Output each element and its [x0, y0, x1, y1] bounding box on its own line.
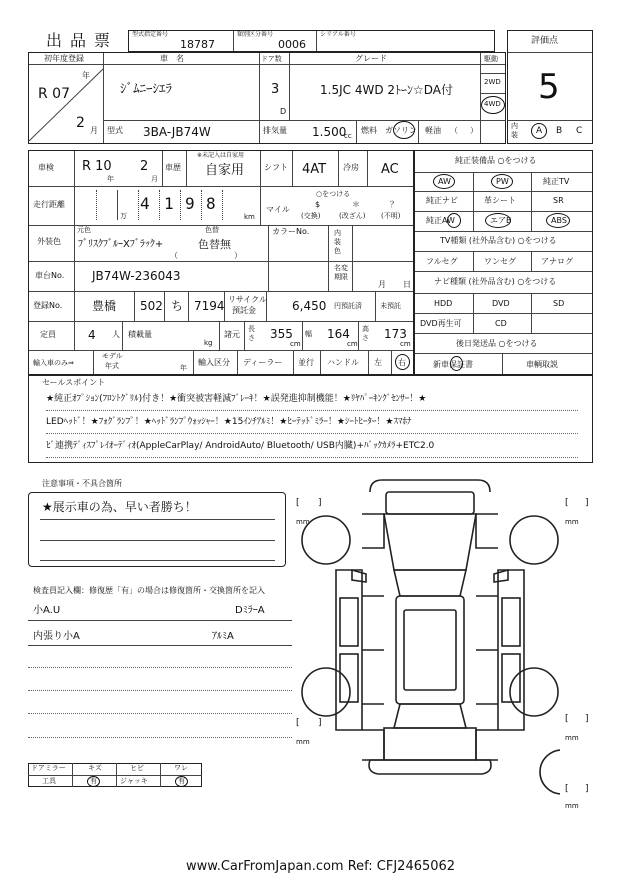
genuine-equipment-title: 純正装備品 ○をつける: [455, 156, 537, 165]
reg-kana: ち: [171, 299, 184, 313]
roof: [396, 596, 464, 704]
equip-airbag: エアB: [490, 216, 512, 225]
grade-label: グレード: [355, 54, 387, 63]
capacity-unit: 人: [112, 330, 120, 339]
recycle-label-2: 預託金: [232, 306, 256, 315]
door-type: D: [280, 107, 287, 116]
sales-line-1: ★純正ｵﾌﾟｼｮﾝ(ﾌﾛﾝﾄｸﾞﾘﾙ)付き！★衝突被害軽減ﾌﾞﾚｰｷ！★誤発進抑制機能！★ﾘﾔﾊﾟｰｷﾝｸﾞｾﾝｻｰ！★: [46, 394, 427, 404]
back-door: [384, 728, 476, 760]
length-label: 長さ: [248, 325, 255, 342]
shift-label: シフト: [264, 163, 288, 172]
equip-airbag-mark: [485, 213, 511, 228]
inspection-era: R 10: [82, 159, 112, 174]
tv-analog: アナログ: [541, 257, 573, 266]
tire-bracket-rear-right-close: ]: [585, 714, 589, 724]
tire-spare-unit: mm: [565, 802, 579, 810]
interior-grade-a: A: [536, 126, 543, 136]
mile-unknown-symbol: ？: [390, 200, 398, 209]
name-change-label: 名変期限: [334, 264, 348, 281]
tire-bracket-front-right-close: ]: [585, 498, 589, 508]
rear-left-fender: [362, 730, 384, 760]
equip-abs: ABS: [551, 216, 567, 225]
first-reg-year: R 07: [38, 86, 70, 102]
mileage-km-unit: km: [244, 213, 255, 221]
original-color-label: 元色: [77, 226, 91, 234]
import-dealer: ディーラー: [243, 358, 283, 367]
load-unit: kg: [204, 339, 213, 347]
inspection-month: 2: [140, 159, 149, 174]
front-grille: [386, 492, 474, 514]
color-change-label: 色替: [205, 226, 219, 234]
interior-grade-c: C: [576, 126, 583, 136]
doors-value: 3: [271, 82, 280, 97]
front-left-wheel: [302, 516, 350, 564]
first-reg-label: 初年度登録: [44, 54, 84, 63]
navi-sd: SD: [553, 299, 565, 308]
equip-genuine-tv: 純正TV: [543, 177, 570, 186]
drive-2wd: 2WD: [484, 78, 501, 86]
left-body-side: [336, 570, 362, 730]
rear-right-fender: [476, 730, 498, 760]
navi-cd: CD: [495, 319, 507, 328]
width-value: 164: [327, 327, 350, 341]
mile-unknown-text: (不明): [381, 212, 401, 220]
score-label: 評価点: [531, 36, 559, 46]
later-warranty-mark: [450, 356, 463, 371]
original-color-value: ﾌﾞﾘｽｸﾌﾞﾙｰXﾌﾞﾗｯｸ+: [78, 239, 164, 250]
model-code: 3BA-JB74W: [143, 125, 211, 139]
reg-class: 502: [140, 299, 163, 313]
model-label: 型式: [107, 126, 123, 135]
drive-4wd-mark: [481, 96, 505, 114]
inspector-note-2a: 内張り小A: [33, 631, 80, 642]
model-cert-label: 型式指定番号: [132, 31, 169, 38]
month-unit: 月: [90, 126, 98, 135]
car-name-value: ｼﾞﾑﾆｰｼｴﾗ: [120, 82, 172, 97]
navi-hdd: HDD: [434, 299, 453, 308]
hood: [384, 514, 476, 570]
sales-points-label: セールスポイント: [42, 378, 106, 387]
handle-right-mark: [395, 354, 410, 370]
sheet-title: 出品票: [46, 31, 119, 50]
interior-grade-a-mark: [531, 123, 547, 139]
color-label: 外装色: [37, 237, 61, 246]
equip-abs-mark: [546, 213, 570, 228]
fuel-label: 燃料: [361, 126, 377, 135]
front-right-wheel: [510, 516, 558, 564]
legend-jack-value: 有: [178, 777, 185, 785]
shift-value: 4AT: [302, 162, 327, 177]
mileage-digit-6: 8: [206, 194, 216, 213]
tire-bracket-rear-right-open: [: [565, 714, 569, 724]
tv-oneseg: ワンセグ: [484, 257, 516, 266]
vin-value: JB74W-236043: [92, 269, 181, 283]
tire-rear-left-unit: mm: [296, 738, 310, 746]
rear-window: [394, 704, 466, 728]
equip-pw: PW: [496, 177, 509, 186]
height-label: 高さ: [362, 325, 369, 342]
mile-tampered-text: (改ざん): [339, 212, 366, 220]
equip-aw: AW: [438, 177, 451, 186]
color-code-label: カラーNo.: [272, 227, 310, 236]
vin-label: 車台No.: [35, 271, 65, 280]
legend-crack: ヒビ: [130, 764, 144, 772]
front-right-fender: [476, 514, 498, 548]
left-rear-quarter: [340, 654, 358, 702]
tire-front-right-unit: mm: [565, 518, 579, 526]
vehicle-diagram: [300, 470, 560, 815]
model-cert-value: 18787: [180, 38, 215, 51]
displacement-unit: cc: [344, 132, 352, 140]
name-change-day: 日: [403, 280, 411, 289]
tv-fullseg: フルセグ: [426, 257, 458, 266]
displacement-label: 排気量: [263, 126, 287, 135]
drive-4wd: 4WD: [484, 100, 501, 108]
mileage-digit-3: 4: [140, 194, 150, 213]
sales-line-3: ﾋﾞ連携ﾃﾞｨｽﾌﾟﾚｲｵｰﾃﾞｨｵ(AppleCarPlay/ AndroidAuto/ Bluetooth/ USB内臓)+ﾊﾞｯｸｶﾒﾗ+ETC2.0: [46, 441, 435, 451]
fuel-other-open: （: [450, 126, 458, 135]
model-year-unit: 年: [180, 364, 187, 372]
caution-label: 注意事項・不具合箇所: [42, 479, 122, 488]
fuel-gasoline: ガソリン: [385, 126, 417, 135]
mile-exchange-symbol: $: [315, 200, 321, 209]
name-change-month: 月: [378, 280, 386, 289]
model-year-label-1: モデル: [102, 352, 123, 360]
usage-value: 自家用: [205, 163, 245, 178]
recycle-label-1: リサイクル: [228, 295, 267, 304]
rear-right-wheel: [510, 668, 558, 716]
right-rear-quarter: [502, 654, 520, 702]
length-value: 355: [270, 327, 293, 341]
tire-bracket-front-left-open: [: [296, 498, 300, 508]
first-reg-month: 2: [76, 115, 85, 131]
interior-color-label: 内装色: [334, 229, 341, 255]
usage-label: 車歴: [165, 163, 181, 172]
score-value: 5: [538, 67, 560, 107]
width-unit: cm: [347, 340, 358, 348]
inspector-label: 検査員記入欄：修復歴「有」の場合は修復箇所・交換箇所を記入: [33, 586, 265, 595]
width-label: 幅: [305, 330, 312, 338]
equip-genuine-aw: 純正AW: [426, 216, 455, 225]
left-front-door: [340, 598, 358, 646]
ac-value: AC: [381, 162, 399, 177]
handle-right: 右: [398, 358, 406, 367]
recycle-value: 6,450: [292, 299, 327, 313]
legend-tools: 工具: [42, 777, 56, 785]
interior-grade-b: B: [556, 126, 563, 136]
inspection-month-unit: 月: [151, 175, 158, 183]
tire-bracket-rear-left-open: [: [296, 718, 300, 728]
mileage-circle-note: ○をつける: [316, 190, 351, 198]
later-manual: 車輌取説: [526, 360, 558, 369]
inspection-year-unit: 年: [107, 175, 114, 183]
rear-left-wheel: [302, 668, 350, 716]
legend-jack: ジャッキ: [120, 777, 148, 785]
recycle-unit: 円預託済: [334, 302, 362, 310]
reg-area: 豊橋: [92, 299, 117, 313]
category-value: 0006: [278, 38, 306, 51]
later-warranty: 新車保証書: [433, 360, 473, 369]
equip-leather-seat: 革シート: [484, 196, 516, 205]
legend-scratch: キズ: [88, 764, 102, 772]
equip-sunroof: SR: [553, 196, 564, 205]
mileage-label: 走行距離: [33, 200, 65, 209]
handle-left: 左: [374, 358, 382, 367]
mile-exchange-text: (交換): [301, 212, 321, 220]
equip-pw-mark: [491, 174, 513, 189]
equip-genuine-aw-mark: [447, 213, 461, 228]
legend-door-mirror: ドアミラー: [31, 764, 66, 772]
fuel-gasoline-mark: [393, 121, 415, 139]
tire-rear-right-unit: mm: [565, 734, 579, 742]
right-body-side: [498, 570, 524, 730]
import-label: 輸入車のみ⇒: [33, 359, 74, 367]
windshield: [394, 570, 466, 596]
sales-line-2: LEDﾍｯﾄﾞ！★ﾌｫｸﾞﾗﾝﾌﾟ！★ﾍｯﾄﾞﾗﾝﾌﾟｳｫｯｼｬｰ！★15ｲﾝﾁｱﾙﾐ！★ﾋｰﾃｯﾄﾞﾐﾗｰ！★ｼｰﾄﾋｰﾀｰ！★ｽﾏﾎﾅ: [46, 417, 412, 427]
inspector-note-2b: ｱﾙﾐA: [212, 631, 234, 642]
inspection-label: 車検: [38, 163, 54, 172]
mile-tampered-symbol: ＊: [352, 200, 360, 209]
grade-value: 1.5JC 4WD 2ﾄｰﾝ☆DA付: [320, 83, 454, 97]
navi-dvd: DVD: [492, 299, 510, 308]
interior-label: 内装: [511, 122, 518, 139]
reg-number: 7194: [194, 299, 225, 313]
color-change-paren: （ ）: [170, 251, 242, 260]
serial-label: シリアル番号: [320, 31, 356, 38]
tire-bracket-spare-close: ]: [585, 784, 589, 794]
footer-reference: www.CarFromJapan.com Ref: CFJ2465062: [186, 859, 456, 874]
tv-type-title: TV種類 (社外品含む) ○をつける: [440, 236, 557, 245]
tire-bracket-front-right-open: [: [565, 498, 569, 508]
legend-break: ワレ: [174, 764, 188, 772]
tire-bracket-spare-open: [: [565, 784, 569, 794]
spare-tire: [540, 750, 560, 794]
tire-front-left-unit: mm: [296, 518, 310, 526]
mile-label: マイル: [266, 205, 290, 214]
year-unit: 年: [82, 71, 90, 80]
fuel-other-close: ）: [470, 126, 478, 135]
equip-aw-mark: [433, 174, 455, 189]
load-label: 積載量: [128, 330, 152, 339]
right-mirror: [494, 570, 508, 582]
car-name-label: 車 名: [160, 54, 184, 63]
caution-text: ★展示車の為、早い者勝ち！: [42, 500, 197, 514]
front-left-fender: [362, 514, 384, 548]
mileage-digit-4: 1: [164, 194, 174, 213]
tire-bracket-rear-left-close: ]: [318, 718, 322, 728]
right-front-door: [502, 598, 520, 646]
import-type-label: 輸入区分: [198, 358, 230, 367]
usage-note: ※未記入は自家用: [197, 152, 245, 159]
import-parallel: 並行: [298, 358, 314, 367]
displacement-value: 1.500: [312, 125, 347, 139]
tire-bracket-front-left-close: ]: [318, 498, 322, 508]
color-change-value: 色替無: [198, 238, 231, 251]
later-shipment-title: 後日発送品 ○をつける: [456, 339, 538, 348]
doors-label: ドア数: [261, 55, 282, 63]
mileage-man-unit: 万: [120, 212, 127, 220]
height-value: 173: [384, 327, 407, 341]
equip-genuine-navi: 純正ナビ: [426, 196, 458, 205]
navi-type-title: ナビ種類 (社外品含む) ○をつける: [434, 277, 557, 286]
height-unit: cm: [400, 340, 411, 348]
navi-dvd-playback: DVD再生可: [420, 319, 462, 328]
fuel-diesel: 軽油: [425, 126, 441, 135]
dimension-label: 諸元: [224, 330, 240, 339]
legend-tools-mark: [87, 776, 100, 787]
inspector-note-1b: DﾐﾗｰA: [235, 605, 265, 616]
length-unit: cm: [290, 340, 301, 348]
rear-bumper: [369, 760, 491, 774]
legend-tools-value: 有: [90, 777, 97, 785]
recycle-unpaid: 未預託: [380, 302, 401, 310]
handle-label: ハンドル: [327, 358, 359, 367]
front-bumper: [370, 480, 490, 492]
left-mirror: [352, 570, 366, 582]
legend-jack-mark: [175, 776, 188, 787]
inspector-note-1a: 小A.U: [33, 605, 61, 616]
capacity-value: 4: [88, 328, 96, 342]
model-year-label-2: 年式: [105, 362, 119, 370]
ac-label: 冷房: [343, 163, 359, 172]
capacity-label: 定員: [40, 330, 56, 339]
drive-label: 駆動: [484, 55, 498, 63]
reg-label: 登録No.: [33, 301, 63, 310]
category-label: 類別区分番号: [237, 31, 274, 38]
mileage-digit-5: 9: [185, 194, 195, 213]
